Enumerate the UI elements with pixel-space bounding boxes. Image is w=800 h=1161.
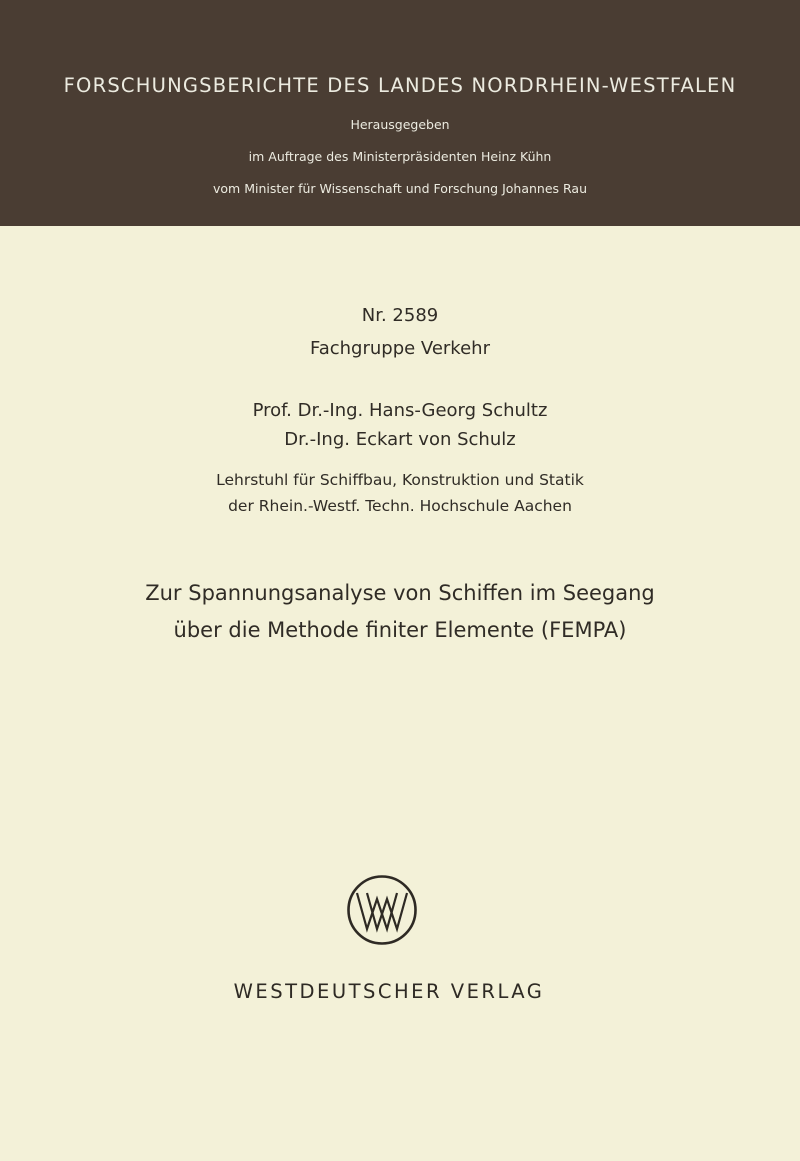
report-group: Fachgruppe Verkehr — [310, 338, 490, 359]
book-title-line-2: über die Methode finiter Elemente (FEMPA) — [173, 618, 627, 642]
editor-line-1: Herausgegeben — [350, 117, 450, 132]
westdeutscher-verlag-w-logo-icon — [346, 874, 418, 946]
header-band — [0, 0, 800, 226]
book-title-line-1: Zur Spannungsanalyse von Schiffen im Seegang — [145, 581, 655, 605]
institution-line-1: Lehrstuhl für Schiffbau, Konstruktion und Statik — [216, 471, 584, 489]
report-number: Nr. 2589 — [361, 305, 439, 326]
editor-line-3: vom Minister für Wissenschaft und Forschung Johannes Rau — [213, 181, 587, 196]
author-2: Dr.-Ing. Eckart von Schulz — [284, 429, 516, 450]
publisher-name: WESTDEUTSCHER VERLAG — [233, 980, 545, 1003]
author-1: Prof. Dr.-Ing. Hans-Georg Schultz — [252, 400, 548, 421]
institution-line-2: der Rhein.-Westf. Techn. Hochschule Aachen — [228, 497, 572, 515]
editor-line-2: im Auftrage des Ministerpräsidenten Heinz Kühn — [248, 149, 552, 164]
series-title: FORSCHUNGSBERICHTE DES LANDES NORDRHEIN-WESTFALEN — [63, 74, 737, 97]
